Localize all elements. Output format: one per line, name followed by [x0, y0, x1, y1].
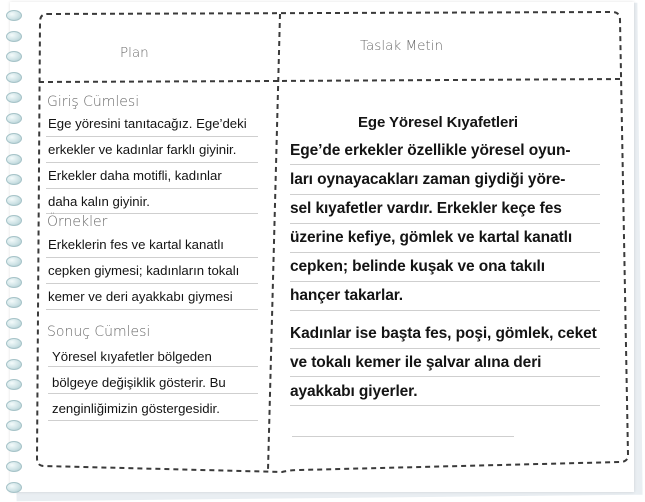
plan-example-line: cepken giymesi; kadınların tokalı	[48, 263, 240, 278]
ruled-line	[290, 194, 600, 195]
draft-paragraph-line: Ege’de erkekler özellikle yöresel oyun-	[290, 142, 571, 159]
plan-conclusion-line: bölgeye değişiklik gösterir. Bu	[52, 375, 226, 390]
plan-conclusion-line: Yöresel kıyafetler bölgeden	[52, 349, 212, 364]
ruled-line	[290, 281, 600, 282]
ruled-line	[290, 164, 600, 165]
draft-paragraph-line: ları oynayacakları zaman giydiği yöre-	[290, 171, 566, 188]
plan-intro-line: Erkekler daha motifli, kadınlar	[48, 168, 222, 183]
ruled-line	[292, 436, 514, 437]
ruled-line	[46, 188, 258, 189]
examples-label: Örnekler	[47, 214, 108, 230]
ruled-line	[48, 420, 258, 421]
ruled-line	[290, 376, 600, 377]
ruled-line	[46, 309, 258, 310]
intro-sentence-label: Giriş Cümlesi	[47, 94, 140, 110]
plan-example-line: Erkeklerin fes ve kartal kanatlı	[48, 237, 224, 252]
ruled-line	[46, 162, 258, 163]
plan-intro-line: Ege yöresini tanıtacağız. Ege’deki	[48, 116, 247, 131]
header-divider	[39, 79, 622, 82]
draft-paragraph-line: cepken; belinde kuşak ve ona takılı	[290, 258, 545, 275]
ruled-line	[290, 405, 600, 406]
draft-paragraph-line: üzerine kefiye, gömlek ve kartal kanatlı	[290, 229, 573, 246]
ruled-line	[290, 310, 600, 311]
ruled-line	[290, 252, 600, 253]
draft-paragraph-line: Kadınlar ise başta fes, poşi, gömlek, ceket	[290, 325, 597, 342]
ruled-line	[46, 257, 258, 258]
column-divider	[268, 14, 280, 470]
ruled-line	[46, 283, 258, 284]
plan-intro-line: erkekler ve kadınlar farklı giyinir.	[48, 142, 237, 157]
plan-column-title: Plan	[120, 45, 149, 61]
plan-example-line: kemer ve deri ayakkabı giymesi	[48, 289, 233, 304]
draft-title: Ege Yöresel Kıyafetleri	[358, 114, 519, 131]
draft-paragraph-line: ayakkabı giyerler.	[290, 383, 418, 400]
conclusion-sentence-label: Sonuç Cümlesi	[47, 324, 151, 340]
ruled-line	[46, 136, 258, 137]
plan-conclusion-line: zenginliğimizin göstergesidir.	[52, 401, 220, 416]
draft-paragraph-line: hançer takarlar.	[290, 287, 404, 304]
draft-paragraph-line: sel kıyafetler vardır. Erkekler keçe fes	[290, 200, 562, 217]
ruled-line	[290, 223, 600, 224]
ruled-line	[48, 366, 258, 367]
plan-intro-line: daha kalın giyinir.	[48, 194, 150, 209]
draft-paragraph-line: ve tokalı kemer ile şalvar alına deri	[290, 354, 542, 371]
draft-column-title: Taslak Metin	[360, 38, 444, 54]
ruled-line	[290, 348, 600, 349]
ruled-line	[48, 393, 258, 394]
